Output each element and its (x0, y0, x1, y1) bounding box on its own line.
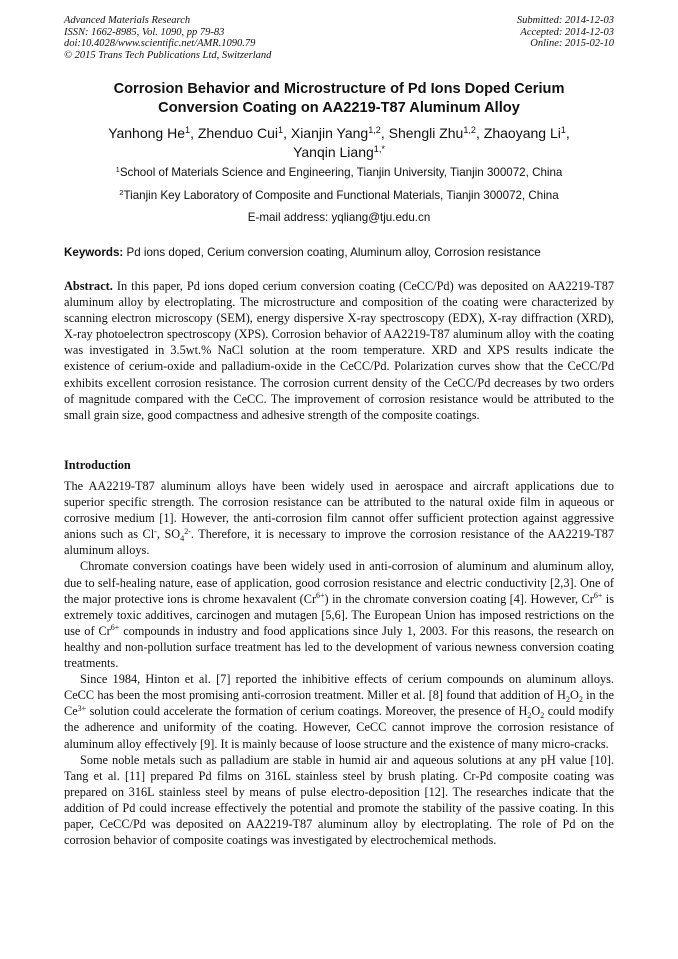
text-run: solution could accelerate the formation of cerium coatings. Moreover, the presence of H (86, 704, 528, 719)
author-affiliation-mark: 1 (278, 125, 284, 135)
affiliation-mark: 2 (119, 187, 124, 197)
abstract-text: In this paper, Pd ions doped cerium conversion coating (CeCC/Pd) was deposited on AA2219-T87 aluminum alloy by electroplating. The microstructure and composition of the coating were characterized by scanning electron microscopy (SEM), energy dispersive X-ray spectroscopy (EDX), X-ray diffraction (XRD), X-ray photoelectron spectroscopy (XPS). Corrosion behavior of AA2219-T87 aluminum alloy with the coating was investigated in 3.5wt.% NaCl solution at the room temperature. XRD and XPS results indicate the existence of cerium-oxide and palladium-oxide in the CeCC/Pd. Polarization curves show that the CeCC/Pd exhibits excellent corrosion resistance. The corrosion current density of the CeCC/Pd decreases by two orders of magnitude compared with the CeCC. The improvement of corrosion resistance would be attributed to the small grain size, good compactness and adhesive strength of the composite coatings. (64, 279, 614, 422)
superscript: - (154, 526, 157, 536)
affiliation-2 (40, 189, 638, 203)
subscript: 2 (578, 694, 583, 704)
keywords-text: Pd ions doped, Cerium conversion coating, Aluminum alloy, Corrosion resistance (123, 246, 541, 259)
author-list: Yanhong He$^1$, Zhenduo Cui$^1$, Xianjin Yang$^{1,2}$, Shengli Zhu$^{1,2}$, Zhaoyang Li$^1$, Yanqin Liang$^{1,*}$ (108, 125, 570, 160)
text-run: ) in the chromate conversion coating [4]. However, Cr (324, 591, 594, 606)
text-run: Chromate conversion coatings have been widely used in anti-corrosion of aluminum and aluminum alloy, due to self-healing nature, ease of application, good corrosion resistance and electric conductivity [2,3]. One of the major protective ions is chrome hexavalent (Cr (64, 559, 614, 606)
intro-paragraph-4: Some noble metals such as palladium are stable in humid air and aqueous solutions at any pH value [10]. Tang et al. [11] prepared Pd films on 316L stainless steel by brush plating. Cr-Pd composite coating was prepared on 316L stainless steel by means of pulse electro-deposition [12]. The researches indicate that the addition of Pd could increase effectively the potential and promote the stability of the passive coating. In this paper, CeCC/Pd was deposited on AA2219-T87 aluminum alloy by electroplating. The role of Pd on the corrosion behavior of composite coatings was investigated by electrochemical methods. (64, 752, 614, 848)
keywords-label: Keywords: (64, 246, 124, 259)
superscript: 6+ (316, 591, 325, 601)
author-name: Zhaoyang Li (483, 125, 561, 141)
title-line-2: Conversion Coating on AA2219-T87 Aluminum Alloy (158, 100, 520, 116)
text-run: O (531, 704, 541, 719)
affiliation-mark: 1 (115, 164, 120, 174)
publication-dates (517, 15, 614, 50)
affiliation-1 (40, 166, 638, 180)
subscript: 2 (565, 694, 570, 704)
text-run: in the Ce (64, 688, 614, 719)
keywords (64, 246, 614, 260)
text-run: is extremely toxic additives, carcinogen and mutagen [5,6]. The European Union has imposed restrictions on the use of Cr (64, 591, 614, 638)
introduction-heading: Introduction (64, 458, 131, 472)
author-affiliation-mark: 1 (185, 125, 191, 135)
paper-title (40, 80, 638, 118)
affiliation-text: Tianjin Key Laboratory of Composite and Functional Materials, Tianjin 300072, China (123, 189, 559, 202)
intro-paragraph-1 (64, 478, 614, 558)
intro-paragraph-3 (64, 671, 614, 751)
journal-copyright: © 2015 Trans Tech Publications Ltd, Switzerland (64, 49, 272, 61)
subscript: 4 (180, 533, 185, 543)
journal-name: Advanced Materials Research (64, 15, 191, 26)
superscript: 2- (184, 526, 191, 536)
text-run: The AA2219-T87 aluminum alloys have been widely used in aerospace and aircraft applications due to superior specific strength. The corrosion resistance can be attributed to the natural oxide film in aqueous or corrosive medium [1]. However, the anti-corrosion film cannot offer sufficient protection against aggressive anions such as Cl (64, 479, 614, 542)
text-run: , SO (156, 527, 181, 542)
subscript: 2 (540, 710, 545, 720)
journal-info (64, 15, 271, 61)
subscript: 2 (527, 710, 532, 720)
superscript: 6+ (110, 623, 120, 633)
text-run: Since 1984, Hinton et al. [7] reported the inhibitive effects of cerium compounds on aluminum alloys. CeCC has been the most promising anti-corrosion treatment. Miller et al. [8] found that addition of H (64, 672, 614, 703)
online-date: Online: 2015-02-10 (530, 38, 614, 50)
author-affiliation-mark: 1,* (373, 144, 385, 154)
superscript: 6+ (593, 591, 603, 601)
author-affiliation-mark: 1 (560, 125, 566, 135)
title-line-1: Corrosion Behavior and Microstructure of Pd Ions Doped Cerium (113, 81, 565, 97)
text-run: O (569, 688, 579, 703)
affiliation-text: School of Materials Science and Engineering, Tianjin University, Tianjin 300072, China (119, 166, 563, 179)
corresponding-email: E-mail address: yqliang@tju.edu.cn (247, 211, 431, 224)
submitted-date: Submitted: 2014-12-03 (516, 15, 614, 26)
author-affiliation-mark: 1,2 (368, 125, 381, 135)
journal-doi: doi:10.4028/www.scientific.net/AMR.1090.79 (64, 38, 256, 50)
text-run: . Therefore, it is necessary to improve the corrosion resistance of the AA2219-T87 aluminum alloys. (64, 527, 614, 558)
author-name: Yanhong He (108, 125, 185, 141)
author-name: Shengli Zhu (388, 125, 464, 141)
introduction-body (64, 478, 614, 848)
superscript: 3+ (77, 703, 87, 713)
intro-paragraph-2 (64, 558, 614, 671)
text-run: compounds in industry and food applications since July 1, 2003. For this reasons, the research on healthy and non-pollution surface treatment has led to the development of various newness conversion coating treatments. (64, 623, 614, 671)
author-affiliation-mark: 1,2 (463, 125, 476, 135)
abstract (64, 278, 614, 423)
abstract-label: Abstract. (64, 279, 113, 293)
accepted-date: Accepted: 2014-12-03 (520, 26, 614, 38)
author-name: Zhenduo Cui (197, 125, 279, 141)
author-name: Yanqin Liang (293, 144, 374, 160)
author-name: Xianjin Yang (290, 125, 369, 141)
journal-issn: ISSN: 1662-8985, Vol. 1090, pp 79-83 (64, 26, 225, 38)
text-run: could modify the adherence and uniformity of the coating. However, CeCC cannot improve the corrosion resistance of aluminum alloy effectively [9]. It is mainly because of loose structure and the existence of many micro-cracks. (64, 704, 614, 751)
